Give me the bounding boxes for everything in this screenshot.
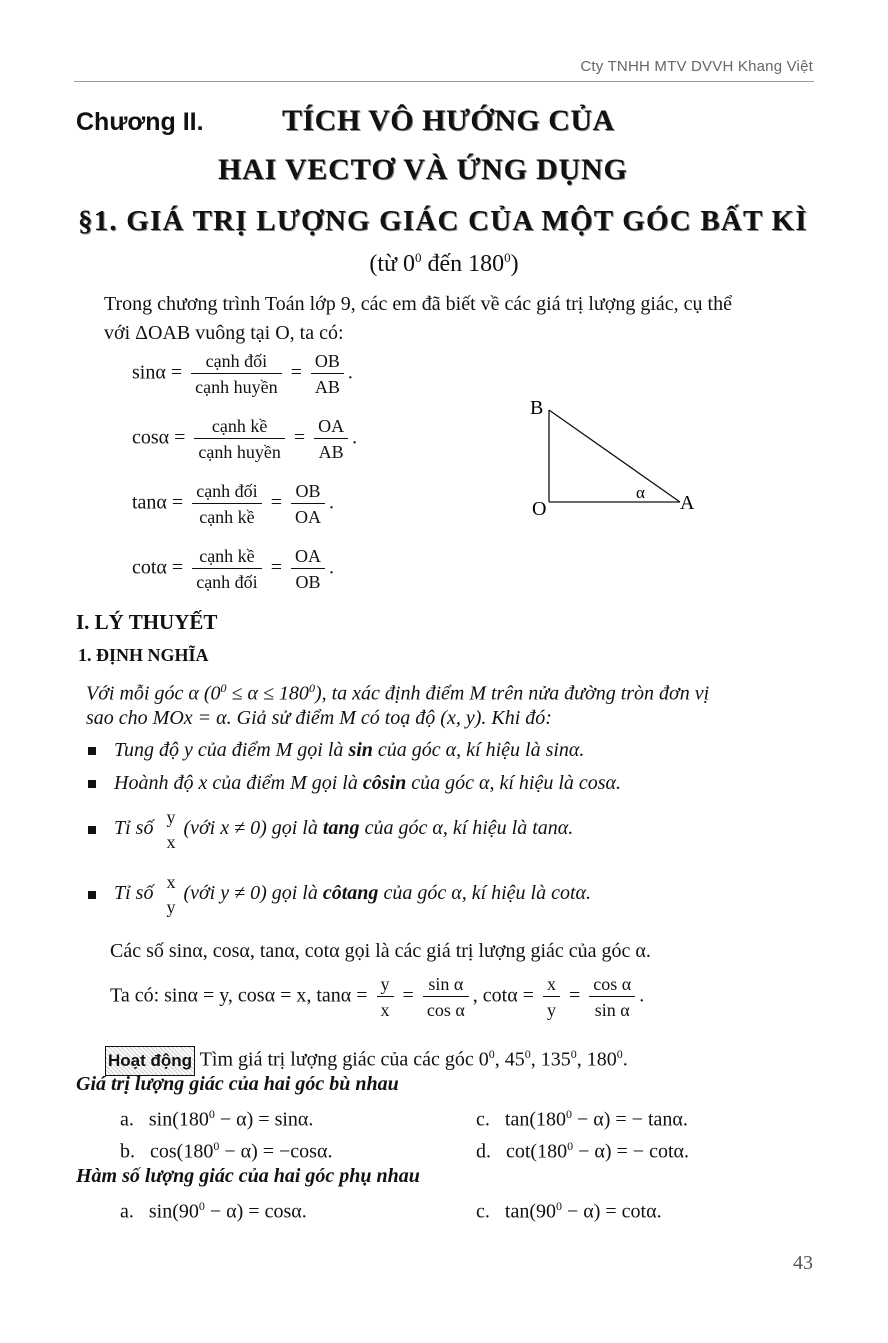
section-title: §1. GIÁ TRỊ LƯỢNG GIÁC CỦA MỘT GÓC BẤT KÌ	[78, 205, 808, 237]
formula-tan: tanα = $\frac{\text{cạnh đối}}{\text{cạnh kề}}$ = $\frac{OB}{OA}$ .	[132, 481, 334, 527]
section-range: (từ $0^0$ đến $180^0$)	[369, 250, 519, 277]
bullet-icon	[88, 747, 96, 755]
supp-d: d. $\cot(180^0 - \alpha)$ = − cotα.	[476, 1139, 689, 1163]
bullet-sin: Tung độ y của điểm M gọi là sin của góc α, kí hiệu là sinα.	[88, 736, 584, 764]
intro-line1: Trong chương trình Toán lớp 9, các em đã biết về các giá trị lượng giác, cụ thể	[104, 293, 732, 315]
bullet-tan: Tỉ số y x (với x ≠ 0) gọi là tang của góc α, kí hiệu là tanα.	[88, 806, 573, 853]
label-alpha: α	[636, 483, 645, 502]
label-b: B	[530, 397, 544, 419]
right-triangle-diagram	[520, 390, 710, 525]
chapter-label: Chương II.	[76, 108, 204, 136]
definition-line2: sao cho MOx = α. Giả sử điểm M có toạ độ (x, y). Khi đó:	[86, 707, 552, 729]
formula-cot: cotα = $\frac{\text{cạnh kề}}{\text{cạnh đối}}$ = $\frac{OA}{OB}$ .	[132, 546, 334, 592]
bullet-cos: Hoành độ x của điểm M gọi là côsin của góc α, kí hiệu là cosα.	[88, 769, 621, 797]
bullet-icon	[88, 826, 96, 834]
relations-line: Ta có: sinα = y, cosα = x, tanα = $\frac{y}{x}$ = $\frac{\text{sin α}}{\text{cos α}}$ , cotα = $\frac{x}{y}$ = $\frac{\text{cos α}}{\text{sin α}}$ .	[110, 974, 645, 1020]
bullet-icon	[88, 891, 96, 899]
intro-line2: với ΔOAB vuông tại O, ta có:	[104, 322, 344, 344]
label-o: O	[532, 498, 547, 520]
chapter-title-line1: TÍCH VÔ HƯỚNG CỦA	[282, 104, 615, 137]
supp-c: c. $\tan(180^0 - \alpha)$ = − tanα.	[476, 1107, 688, 1131]
definition-line1: Với mỗi góc α $(0^0 \le \alpha \le 180^0)$, ta xác định điểm M trên nửa đường tròn đơn vị	[86, 681, 710, 705]
chapter-title-line2: HAI VECTƠ VÀ ỨNG DỤNG	[218, 153, 628, 186]
theory-heading: I. LÝ THUYẾT	[76, 610, 218, 634]
formula-sin: sinα = $\frac{\text{cạnh đối}}{\text{cạnh huyền}}$ = $\frac{OB}{AB}$ .	[132, 351, 353, 397]
header-rule	[74, 81, 814, 82]
activity-label: Hoạt động	[105, 1046, 195, 1076]
summary-line: Các số sinα, cosα, tanα, cotα gọi là các giá trị lượng giác của góc α.	[110, 940, 651, 962]
bullet-icon	[88, 780, 96, 788]
bullet-cot: Tỉ số x y (với y ≠ 0) gọi là côtang của góc α, kí hiệu là cotα.	[88, 871, 591, 918]
definition-heading: 1. ĐỊNH NGHĨA	[78, 645, 209, 665]
publisher-header: Cty TNHH MTV DVVH Khang Việt	[580, 58, 813, 75]
formula-cos: cosα = $\frac{\text{cạnh kề}}{\text{cạnh huyền}}$ = $\frac{OA}{AB}$ .	[132, 416, 358, 462]
supp-b: b. $\cos(180^0 - \alpha) = -\cos\alpha$.	[120, 1139, 333, 1163]
complementary-heading: Hàm số lượng giác của hai góc phụ nhau	[76, 1165, 420, 1187]
supp-a: a. $\sin(180^0 - \alpha) = \sin\alpha$.	[120, 1107, 314, 1131]
comp-a: a. $\sin(90^0 - \alpha) = \cos\alpha$.	[120, 1199, 307, 1223]
page-number: 43	[793, 1252, 813, 1274]
supplementary-heading: Giá trị lượng giác của hai góc bù nhau	[76, 1073, 399, 1095]
label-a: A	[680, 492, 695, 514]
activity-line: Hoạt động Tìm giá trị lượng giác của các góc $0^0$, $45^0$, $135^0$, $180^0$.	[105, 1040, 628, 1076]
comp-c: c. $\tan(90^0 - \alpha) = \cot\alpha$.	[476, 1199, 662, 1223]
side-ab	[549, 410, 680, 502]
